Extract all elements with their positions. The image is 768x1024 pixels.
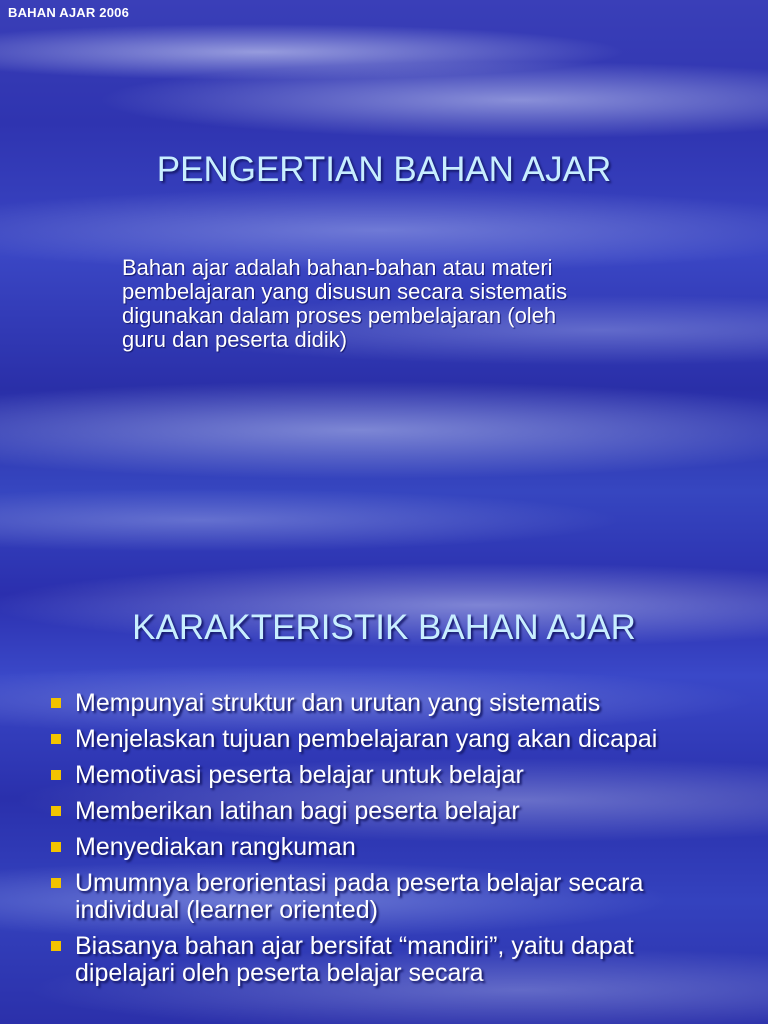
list-item xyxy=(0,690,768,717)
definition-line: pembelajaran yang disusun secara sistematis xyxy=(122,279,568,304)
list-item xyxy=(0,762,768,789)
square-bullet-icon xyxy=(51,878,61,888)
square-bullet-icon xyxy=(51,698,61,708)
list-item-text: Biasanya bahan ajar bersifat “mandiri”, yaitu dapat dipelajari oleh peserta belajar secara xyxy=(75,932,634,987)
list-item xyxy=(0,726,768,753)
slide-karakteristik xyxy=(0,600,768,1024)
definition-paragraph xyxy=(122,256,662,352)
square-bullet-icon xyxy=(51,734,61,744)
list-item-text: Mempunyai struktur dan urutan yang sistematis xyxy=(75,689,601,717)
list-item xyxy=(0,933,768,987)
square-bullet-icon xyxy=(51,806,61,816)
list-item-text: Memotivasi peserta belajar untuk belajar xyxy=(75,761,524,789)
list-item-text: Menjelaskan tujuan pembelajaran yang akan dicapai xyxy=(75,725,658,753)
list-item xyxy=(0,834,768,861)
square-bullet-icon xyxy=(51,842,61,852)
list-item xyxy=(0,870,768,924)
header-label: BAHAN AJAR 2006 xyxy=(8,5,129,20)
definition-line: guru dan peserta didik) xyxy=(122,327,348,352)
definition-line: digunakan dalam proses pembelajaran (oleh xyxy=(122,303,557,328)
square-bullet-icon xyxy=(51,941,61,951)
characteristics-list xyxy=(0,690,768,996)
slide-title: KARAKTERISTIK BAHAN AJAR xyxy=(132,608,636,647)
square-bullet-icon xyxy=(51,770,61,780)
list-item-text: Menyediakan rangkuman xyxy=(75,833,356,861)
list-item-text: Memberikan latihan bagi peserta belajar xyxy=(75,797,520,825)
slide-title: PENGERTIAN BAHAN AJAR xyxy=(156,150,612,189)
definition-line: Bahan ajar adalah bahan-bahan atau materi xyxy=(122,255,553,280)
list-item xyxy=(0,798,768,825)
list-item-text: Umumnya berorientasi pada peserta belajar secara individual (learner oriented) xyxy=(75,869,644,924)
